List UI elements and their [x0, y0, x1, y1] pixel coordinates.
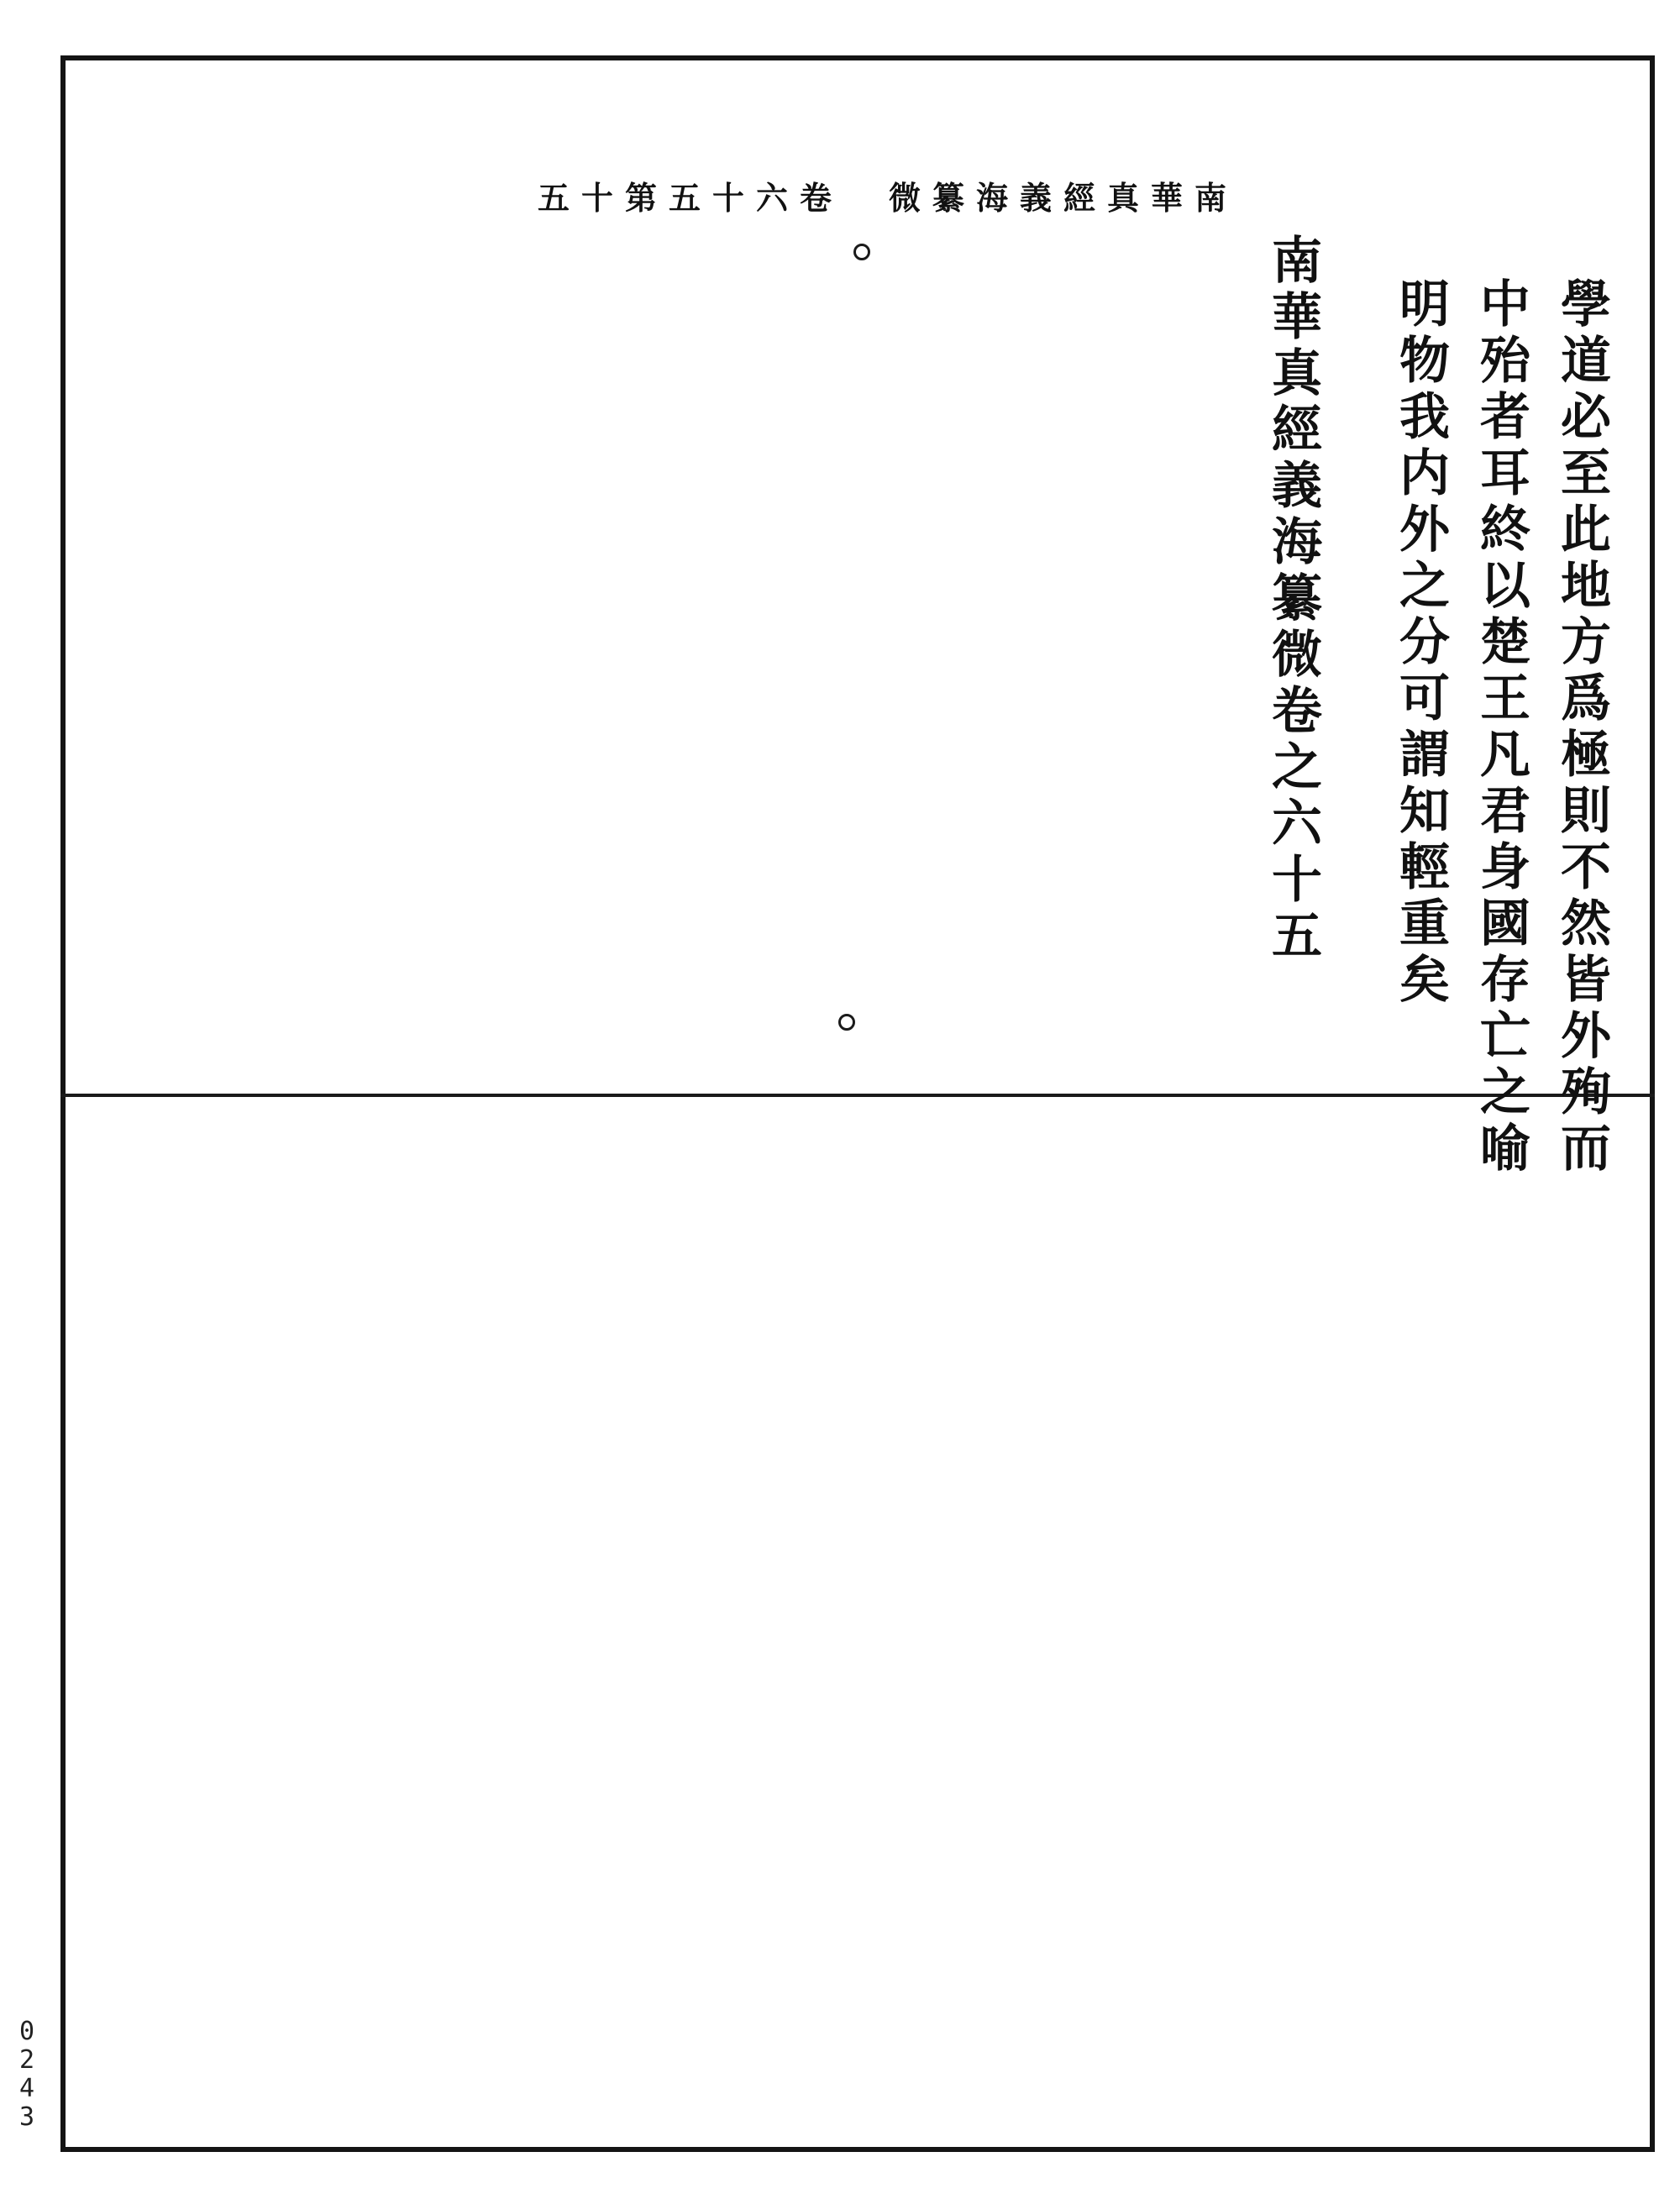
fold-mark-top	[853, 244, 870, 260]
chapter-end-title: 南華真經義海纂微卷之六十五	[1263, 234, 1322, 965]
text-column-1: 學道必至此地方爲極則不然皆外殉而	[1552, 277, 1611, 1178]
running-head-chapter: 五十第五十六卷	[538, 179, 844, 217]
text-column-2: 中殆者耳終以楚王凡君身國存亡之喻	[1472, 277, 1530, 1178]
page-divider	[60, 1094, 1655, 1097]
text-column-3: 明物我内外之分可謂知輕重矣	[1391, 277, 1450, 1009]
fold-mark-bottom	[838, 1014, 855, 1031]
page-number: 0243	[18, 2017, 35, 2132]
running-head-book-title: 微纂海義經真華南	[889, 179, 1239, 217]
